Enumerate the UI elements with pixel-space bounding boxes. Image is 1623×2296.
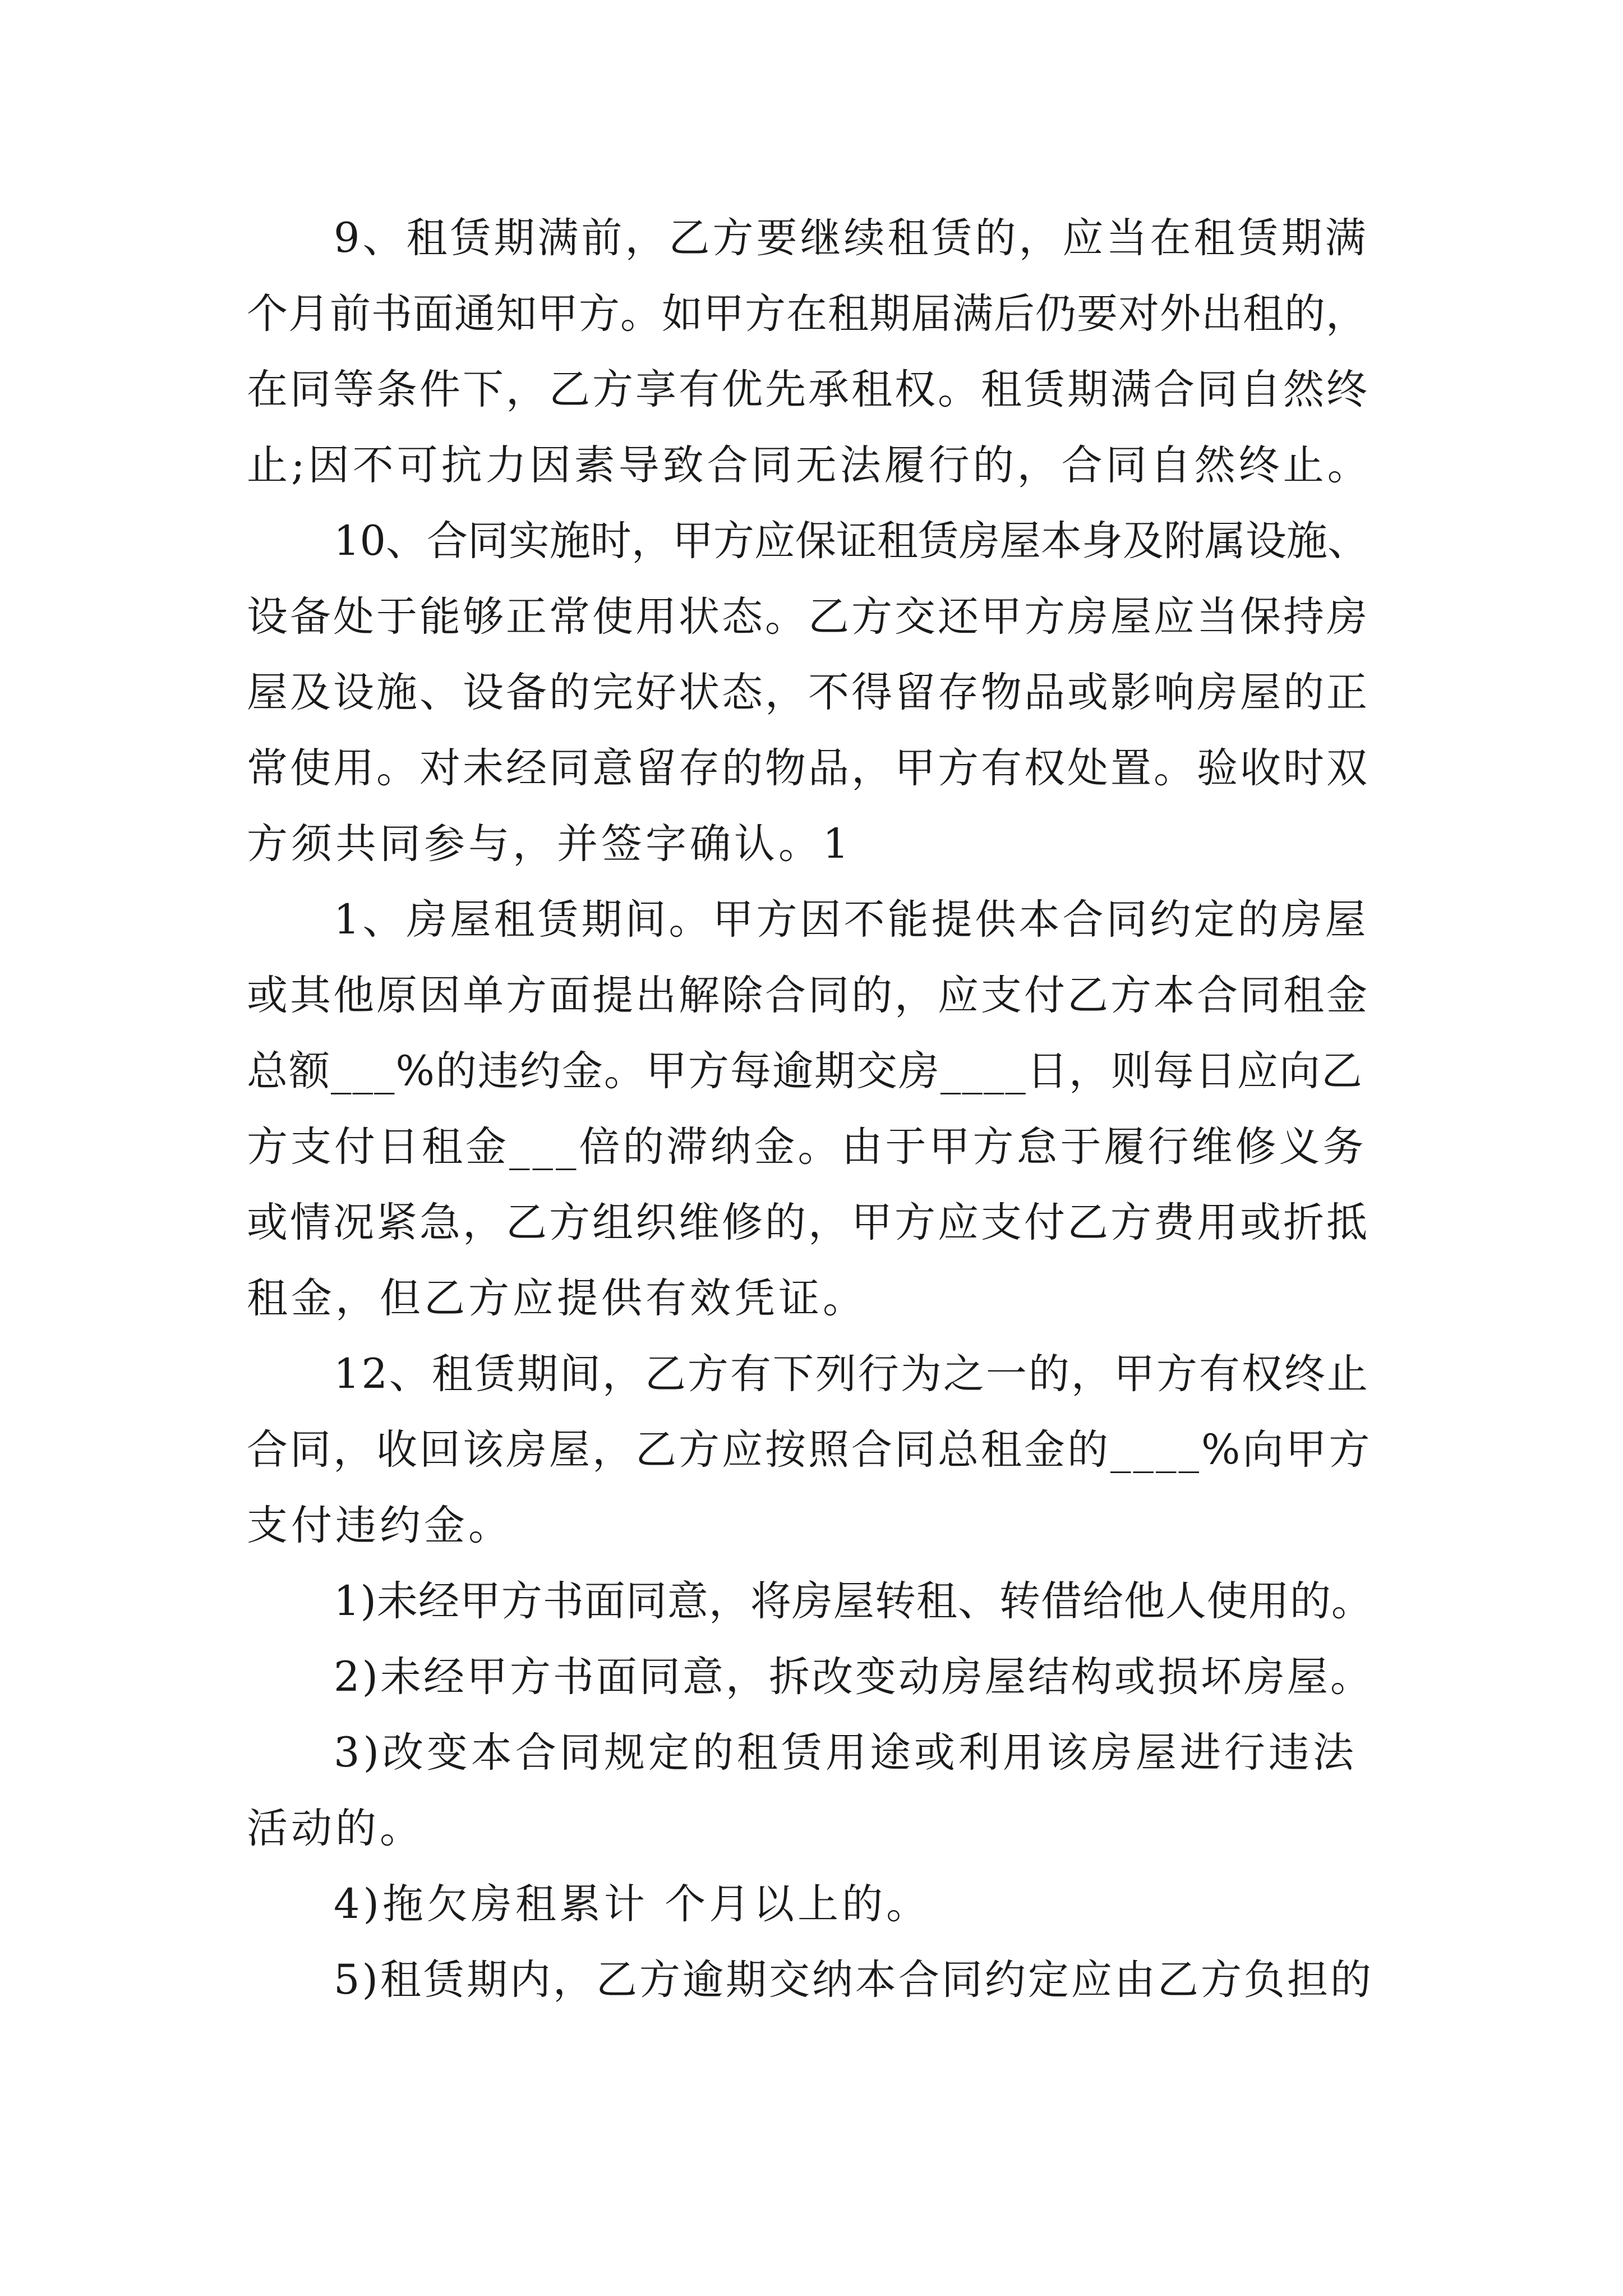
text-line: 5)租赁期内，乙方逾期交纳本合同约定应由乙方负担的: [334, 1956, 1373, 2004]
text-line: 总额___%的违约金。甲方每逾期交房____日，则每日应向乙: [247, 1047, 1363, 1095]
text-line: 12、租赁期间，乙方有下列行为之一的，甲方有权终止: [334, 1350, 1370, 1398]
text-line: 活动的。: [247, 1805, 424, 1852]
text-line: 个月前书面通知甲方。如甲方在租期届满后仍要对外出租的，: [247, 290, 1367, 338]
text-line: 3)改变本合同规定的租赁用途或利用该房屋进行违法: [334, 1729, 1357, 1777]
text-line: 止;因不可抗力因素导致合同无法履行的，合同自然终止。: [247, 441, 1372, 489]
text-line: 方须共同参与，并签字确认。1: [247, 820, 852, 868]
text-line: 方支付日租金___倍的滞纳金。由于甲方怠于履行维修义务: [247, 1123, 1367, 1171]
text-line: 或其他原因单方面提出解除合同的，应支付乙方本合同租金: [247, 972, 1370, 1019]
text-line: 支付违约金。: [247, 1502, 513, 1549]
text-line: 1、房屋租赁期间。甲方因不能提供本合同约定的房屋: [334, 896, 1369, 944]
text-line: 设备处于能够正常使用状态。乙方交还甲方房屋应当保持房: [247, 593, 1370, 641]
text-line: 2)未经甲方书面同意，拆改变动房屋结构或损坏房屋。: [334, 1653, 1373, 1701]
text-line: 在同等条件下，乙方享有优先承租权。租赁期满合同自然终: [247, 366, 1370, 413]
text-line: 4)拖欠房租累计 个月以上的。: [334, 1880, 931, 1928]
text-line: 9、租赁期满前，乙方要继续租赁的，应当在租赁期满: [334, 214, 1369, 262]
text-line: 合同，收回该房屋，乙方应按照合同总租金的____%向甲方: [247, 1426, 1372, 1474]
text-line: 常使用。对未经同意留存的物品，甲方有权处置。验收时双: [247, 744, 1370, 792]
text-line: 或情况紧急，乙方组织维修的，甲方应支付乙方费用或折抵: [247, 1199, 1370, 1246]
text-line: 1)未经甲方书面同意，将房屋转租、转借给他人使用的。: [334, 1577, 1373, 1625]
text-line: 10、合同实施时，甲方应保证租赁房屋本身及附属设施、: [334, 517, 1368, 565]
text-line: 屋及设施、设备的完好状态，不得留存物品或影响房屋的正: [247, 669, 1370, 716]
text-line: 租金，但乙方应提供有效凭证。: [247, 1274, 867, 1322]
